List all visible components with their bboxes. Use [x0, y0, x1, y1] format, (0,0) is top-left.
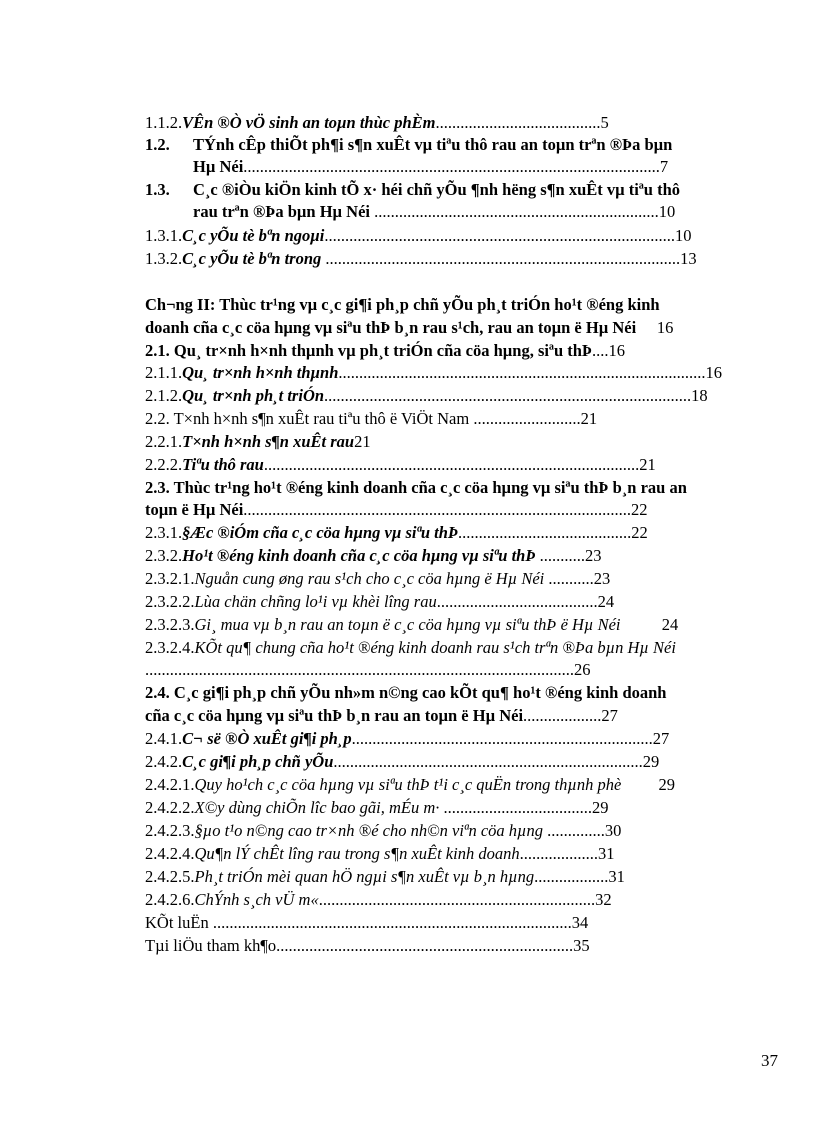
entry-title: Nguån cung øng rau s¹ch cho c¸c cöa hµng ë Hµ Néi	[194, 569, 545, 588]
entry-number: 2.4.2.3.	[145, 821, 195, 840]
entry-title: C¸c ®iÒu kiÖn kinh tÕ x· héi chñ yÕu ¶nh hëng s¶n xuÊt vµ tiªu thô	[193, 180, 681, 199]
toc-entry-2-3-2	[145, 544, 757, 568]
entry-page: 16	[608, 341, 625, 360]
dot-leader: ........................................	[435, 113, 601, 132]
dot-leader: .......................................	[436, 592, 598, 611]
entry-page: 21	[354, 432, 371, 451]
entry-number: 2.3.2.4.	[145, 638, 195, 657]
toc-entry-2-4-2-1	[145, 773, 757, 797]
entry-number: 2.4.2.1.	[145, 775, 195, 794]
entry-title: C¸c yÕu tè bªn ngoµi	[182, 226, 325, 245]
toc-entry-2-2	[145, 407, 757, 431]
entry-number: 2.2.1.	[145, 432, 183, 451]
entry-number: 1.3.2.	[145, 249, 183, 268]
entry-title: Tiªu thô rau	[182, 455, 264, 474]
entry-number: 2.3.2.1.	[145, 569, 195, 588]
toc-entry-2-2-1	[145, 430, 757, 454]
toc-entry-1-1-2	[145, 111, 757, 135]
dot-leader: ....	[592, 341, 609, 360]
entry-number: 2.1.1.	[145, 363, 183, 382]
entry-number: 2.4.2.5.	[145, 867, 195, 886]
entry-page: 31	[597, 844, 615, 863]
dot-leader: ...........................................................................................	[263, 455, 640, 474]
entry-number: 2.3.1.	[145, 523, 183, 542]
entry-page: 24	[661, 615, 679, 634]
entry-number: 2.1.	[145, 341, 174, 360]
dot-leader: ..................	[534, 867, 609, 886]
entry-number: 2.2.2.	[145, 455, 183, 474]
entry-page: 30	[604, 821, 622, 840]
entry-title: Thùc tr¹ng ho¹t ®éng kinh doanh cña c¸c cöa hµng vµ siªu thÞ b¸n rau an	[173, 478, 687, 497]
toc-chapter-2-cont	[145, 316, 757, 340]
dot-leader: ...........	[539, 546, 585, 565]
entry-title: Quy ho¹ch c¸c cöa hµng vµ siªu thÞ t¹i c¸c quËn trong thµnh phè	[194, 775, 622, 794]
toc-entry-conclusion	[145, 911, 757, 935]
toc-entry-2-3-2-2	[145, 590, 757, 614]
entry-page: 18	[691, 386, 708, 405]
entry-page: 22	[631, 523, 648, 542]
entry-page: 21	[580, 409, 598, 428]
toc-entry-2-4-1	[145, 727, 757, 751]
entry-number: 2.4.1.	[145, 729, 183, 748]
toc-entry-2-3	[145, 476, 757, 500]
entry-page: 29	[592, 798, 609, 817]
entry-title: C¸c yÕu tè bªn trong	[182, 249, 326, 268]
entry-title: KÕt luËn	[145, 913, 213, 932]
toc-entry-2-4-2-2	[145, 796, 757, 820]
toc-entry-2-3-2-4-cont	[145, 658, 757, 682]
toc-entry-references	[145, 934, 757, 958]
entry-page: 16	[705, 363, 723, 382]
entry-page: 10	[658, 202, 676, 221]
toc-entry-2-3-2-4	[145, 636, 757, 660]
toc-entry-1-3-2	[145, 247, 757, 271]
entry-page: 26	[574, 660, 591, 679]
entry-page: 13	[680, 249, 697, 268]
toc-entry-2-4-2-3	[145, 819, 757, 843]
dot-leader	[636, 318, 657, 337]
entry-title: TÝnh cÊp thiÕt ph¶i s¶n xuÊt vµ tiªu thô rau an toµn trªn ®Þa bµn	[193, 135, 673, 154]
entry-title: T×nh h×nh s¶n xuÊt rau	[182, 432, 355, 451]
dot-leader: .....................................................................	[374, 202, 659, 221]
dot-leader: .......................................................................................	[212, 913, 572, 932]
entry-page: 32	[595, 890, 612, 909]
toc-entry-2-4-2-5	[145, 865, 757, 889]
dot-leader: .........................................................................	[351, 729, 653, 748]
toc-entry-2-3-cont	[145, 498, 757, 522]
dot-leader: .........................................................................................	[324, 386, 692, 405]
entry-title: Qu¸ tr×nh ph¸t triÓn	[182, 386, 325, 405]
entry-title: Lùa chän chñng lo¹i vµ khèi lîng rau	[194, 592, 437, 611]
dot-leader: .........................................................................................	[338, 363, 706, 382]
toc-entry-2-4-2-6	[145, 888, 757, 912]
dot-leader: ...................	[523, 706, 602, 725]
toc-entry-1-3-cont	[193, 200, 757, 224]
dot-leader: .....................................................................................................	[243, 157, 660, 176]
entry-page: 23	[593, 569, 611, 588]
entry-title: X©y dùng chiÕn lîc bao gãi, mÉu m·	[194, 798, 440, 817]
dot-leader: ........................................................................	[276, 936, 574, 955]
toc-chapter-2	[145, 293, 757, 317]
entry-page: 22	[631, 500, 648, 519]
toc-entry-2-1-2	[145, 384, 757, 408]
dot-leader: ...........................................................................	[333, 752, 643, 771]
page-number: 37	[761, 1051, 778, 1070]
dot-leader: ..............................................................................................	[243, 500, 632, 519]
entry-page: 29	[642, 752, 660, 771]
entry-page: 23	[584, 546, 602, 565]
dot-leader: ..........................................	[458, 523, 632, 542]
toc-entry-2-3-2-1	[145, 567, 757, 591]
entry-title: doanh cña c¸c cöa hµng vµ siªu thÞ b¸n rau s¹ch, rau an toµn ë Hµ Néi	[145, 318, 637, 337]
dot-leader: ...................	[519, 844, 598, 863]
entry-title: Ph¸t triÓn mèi quan hÖ ngµi s¶n xuÊt vµ b¸n hµng	[194, 867, 535, 886]
entry-number: 2.2.	[145, 409, 174, 428]
entry-number: 2.3.2.	[145, 546, 183, 565]
entry-page: 34	[571, 913, 589, 932]
dot-leader	[621, 615, 662, 634]
entry-number: 2.4.2.	[145, 752, 183, 771]
entry-number: 1.3.	[145, 180, 170, 199]
entry-number: 1.3.1.	[145, 226, 183, 245]
toc-entry-2-3-2-3	[145, 613, 757, 637]
entry-number: 1.2.	[145, 135, 170, 154]
toc-entry-2-4-cont	[145, 704, 757, 728]
entry-number: 2.1.2.	[145, 386, 183, 405]
entry-number: 1.1.2.	[145, 113, 183, 132]
dot-leader: ...................................................................	[318, 890, 596, 909]
entry-number: 2.4.2.2.	[145, 798, 195, 817]
entry-title: VÊn ®Ò vÖ sinh an toµn thùc phÈm	[182, 113, 436, 132]
entry-title: toµn ë Hµ Néi	[145, 500, 244, 519]
entry-title: Qu¶n lÝ chÊt lîng rau trong s¶n xuÊt kinh doanh	[194, 844, 520, 863]
entry-page: 16	[656, 318, 674, 337]
entry-number: 2.4.2.4.	[145, 844, 195, 863]
entry-page: 10	[674, 226, 692, 245]
entry-page: 21	[639, 455, 656, 474]
entry-title: Hµ Néi	[193, 157, 244, 176]
toc-entry-1-2-cont	[193, 155, 757, 179]
entry-title: Qu¸ tr×nh h×nh thµnh	[182, 363, 339, 382]
toc-entry-1-2	[145, 133, 757, 157]
toc-entry-1-3	[145, 178, 757, 202]
entry-title: cña c¸c cöa hµng vµ siªu thÞ b¸n rau an toµn ë Hµ Néi	[145, 706, 524, 725]
toc-entry-2-4-2-4	[145, 842, 757, 866]
dot-leader: ..............	[543, 821, 605, 840]
toc-entry-2-3-1	[145, 521, 757, 545]
entry-number: Ch¬ng II:	[145, 295, 220, 314]
entry-page: 31	[608, 867, 625, 886]
entry-page: 7	[659, 157, 669, 176]
toc-entry-2-1-1	[145, 361, 757, 385]
entry-page: 35	[573, 936, 590, 955]
entry-page: 5	[600, 113, 609, 132]
toc-entry-2-4-2	[145, 750, 757, 774]
entry-page: 27	[601, 706, 618, 725]
dot-leader: .....................................................................................	[324, 226, 675, 245]
dot-leader: ......................................................................................	[325, 249, 681, 268]
entry-title: rau trªn ®Þa bµn Hµ Néi	[193, 202, 375, 221]
dot-leader	[621, 775, 658, 794]
entry-page: 29	[658, 775, 675, 794]
entry-number: 2.3.2.2.	[145, 592, 195, 611]
entry-title: Ho¹t ®éng kinh doanh cña c¸c cöa hµng vµ siªu thÞ	[182, 546, 540, 565]
toc-entry-2-4	[145, 681, 757, 705]
entry-title: C¸c gi¶i ph¸p chñ yÕu	[182, 752, 334, 771]
dot-leader: ....................................	[439, 798, 592, 817]
entry-title: T×nh h×nh s¶n xuÊt rau tiªu thô ë ViÖt Nam	[173, 409, 474, 428]
toc-entry-2-2-2	[145, 453, 757, 477]
entry-title: §Æc ®iÓm cña c¸c cöa hµng vµ siªu thÞ	[182, 523, 459, 542]
entry-title: Gi¸ mua vµ b¸n rau an toµn ë c¸c cöa hµng vµ siªu thÞ ë Hµ Néi	[194, 615, 621, 634]
dot-leader: ...........	[544, 569, 594, 588]
entry-title: ChÝnh s¸ch vÜ m«	[194, 890, 319, 909]
entry-page: 27	[652, 729, 670, 748]
toc-entry-1-3-1	[145, 224, 757, 248]
entry-title: Tµi liÖu tham kh¶o	[145, 936, 277, 955]
entry-number: 2.4.	[145, 683, 174, 702]
entry-title: Thùc tr¹ng vµ c¸c gi¶i ph¸p chñ yÕu ph¸t triÓn ho¹t ®éng kinh	[219, 295, 660, 314]
entry-title: Qu¸ tr×nh h×nh thµnh vµ ph¸t triÓn cña cöa hµng, siªu thÞ	[173, 341, 592, 360]
entry-title: KÕt qu¶ chung cña ho¹t ®éng kinh doanh rau s¹ch trªn ®Þa bµn Hµ Néi	[194, 638, 676, 657]
entry-number: 2.3.	[145, 478, 174, 497]
entry-number: 2.4.2.6.	[145, 890, 195, 909]
toc-entry-2-1	[145, 339, 757, 363]
entry-title: §µo t¹o n©ng cao tr×nh ®é cho nh©n viªn cöa hµng	[194, 821, 544, 840]
dot-leader: ..........................	[473, 409, 581, 428]
entry-page: 24	[597, 592, 615, 611]
entry-number: 2.3.2.3.	[145, 615, 195, 634]
entry-title: C¸c gi¶i ph¸p chñ yÕu nh»m n©ng cao kÕt qu¶ ho¹t ®éng kinh doanh	[173, 683, 667, 702]
entry-title: C¬ së ®Ò xuÊt gi¶i ph¸p	[182, 729, 352, 748]
dot-leader: ........................................................................................................	[145, 660, 574, 679]
